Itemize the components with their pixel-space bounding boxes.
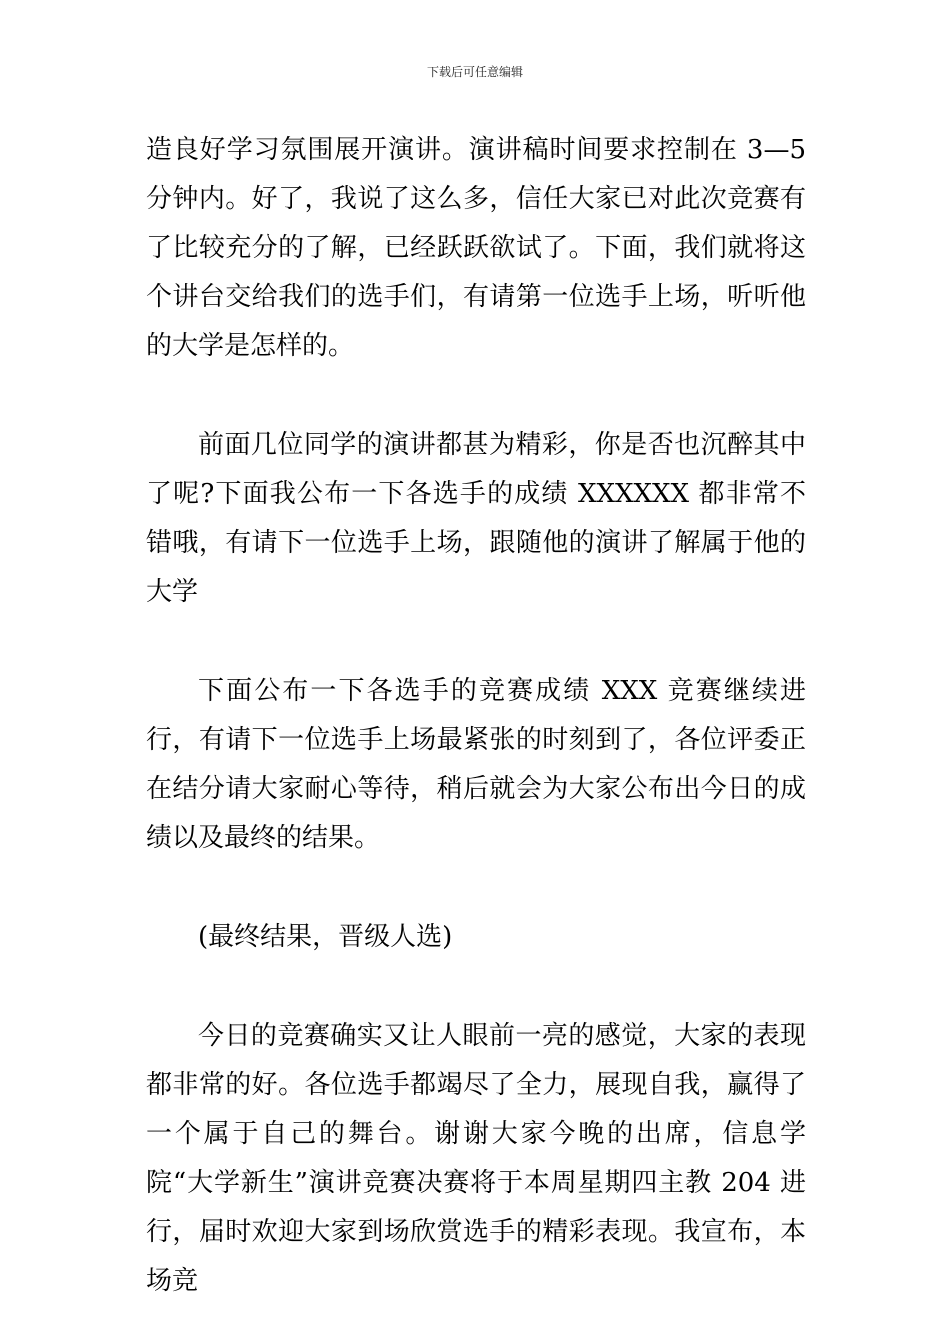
- paragraph-5: 今日的竞赛确实又让人眼前一亮的感觉，大家的表现都非常的好。各位选手都竭尽了全力，展现自我，赢得了一个属于自己的舞台。谢谢大家今晚的出席，信息学院“大学新生”演讲竞赛决赛将于本周星期四主教 204 进行，届时欢迎大家到场欣赏选手的精彩表现。我宣布，本场竞: [146, 1021, 806, 1296]
- paragraph-4: (最终结果，晋级人选): [198, 922, 453, 952]
- paragraph-3: 下面公布一下各选手的竞赛成绩 XXX 竞赛继续进行，有请下一位选手上场最紧张的时刻到了，各位评委正在结分请大家耐心等待，稍后就会为大家公布出今日的成绩以及最终的结果。: [146, 676, 806, 853]
- document-body: [146, 126, 806, 1306]
- page-header: 下载后可任意编辑: [426, 65, 523, 79]
- paragraph-2: 前面几位同学的演讲都甚为精彩，你是否也沉醉其中了呢?下面我公布一下各选手的成绩 XXXXXX 都非常不错哦，有请下一位选手上场，跟随他的演讲了解属于他的大学: [146, 430, 806, 607]
- paragraph-gap: [146, 371, 806, 421]
- paragraph-gap: [146, 962, 806, 1012]
- paragraph-gap: [146, 863, 806, 913]
- paragraph-1: 造良好学习氛围展开演讲。演讲稿时间要求控制在 3—5 分钟内。好了，我说了这么多，信任大家已对此次竞赛有了比较充分的了解，已经跃跃欲试了。下面，我们就将这个讲台交给我们的选手们，有请第一位选手上场，听听他的大学是怎样的。: [146, 135, 806, 361]
- paragraph-gap: [146, 617, 806, 667]
